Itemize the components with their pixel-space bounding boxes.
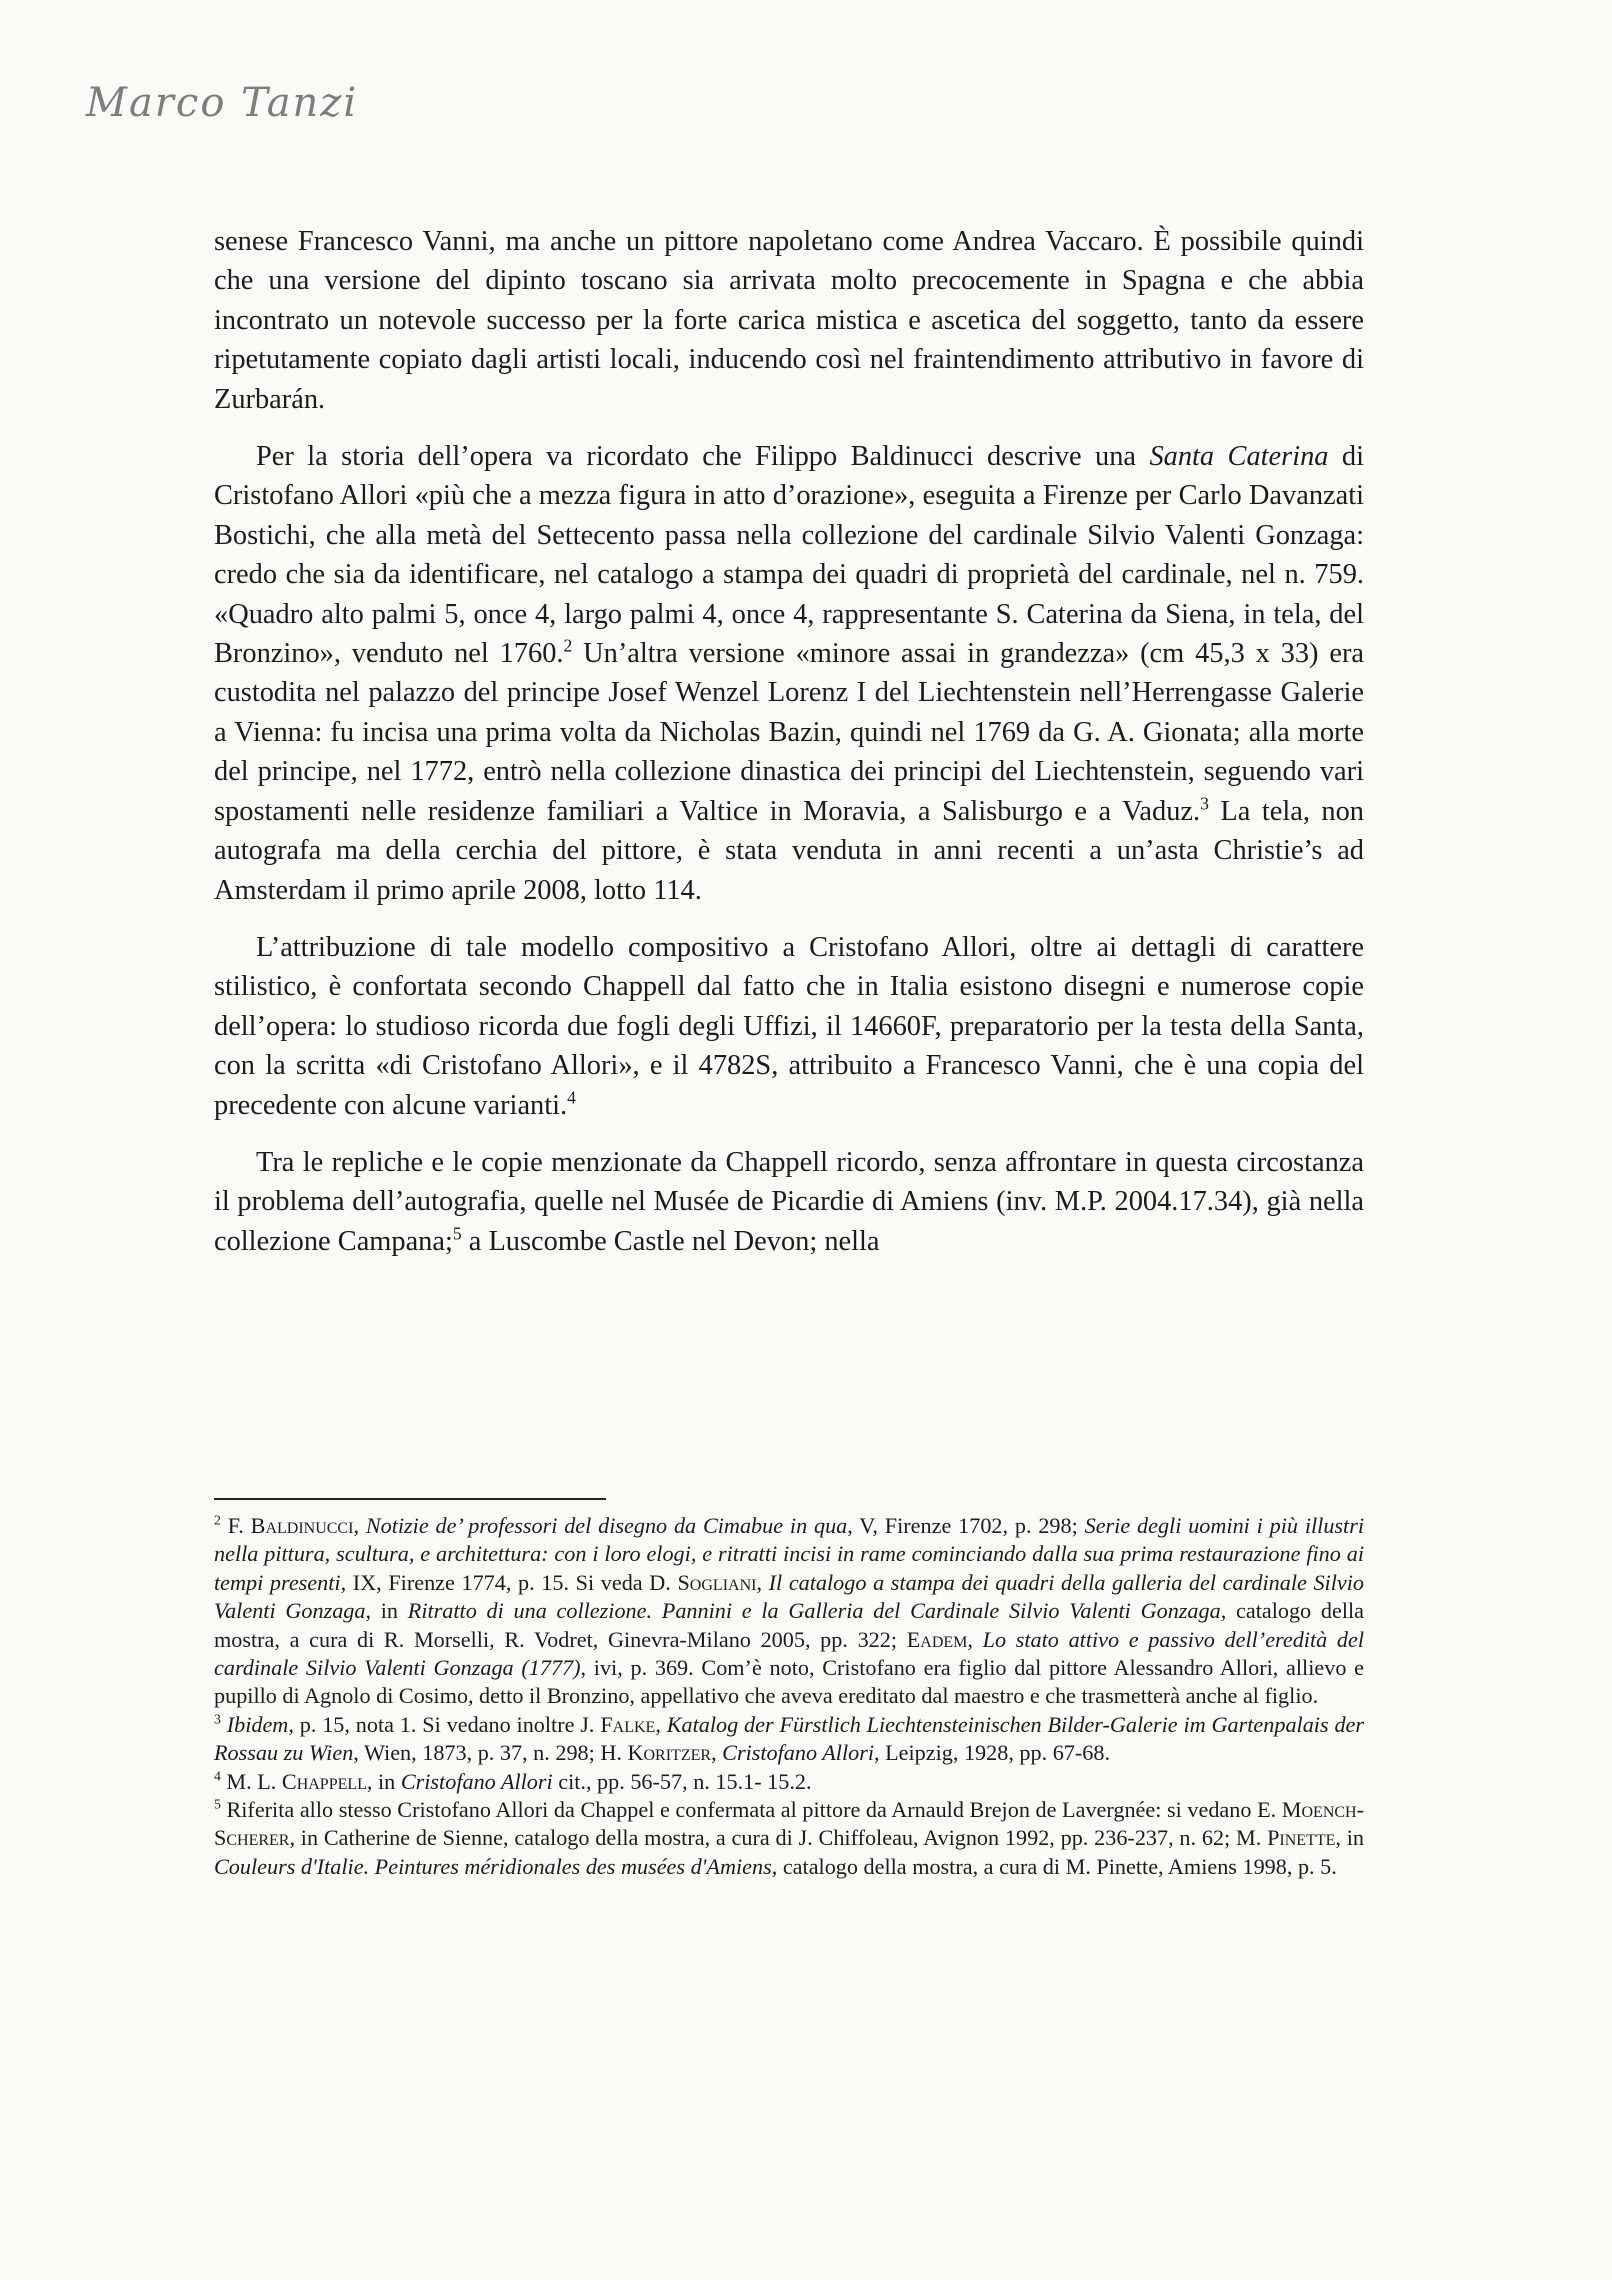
text-run: Riferita allo stesso Cristofano Allori da Chappel e confermata al pittore da Arnauld Brejon de Lavergnée: si vedano E. (220, 1797, 1282, 1823)
italic-text: Katalog der Fürstlich Liechtensteinischen Bilder-Galerie im Gartenpalais der Rossau zu Wien (214, 1711, 1365, 1766)
body-paragraph (214, 437, 1364, 910)
text-run: , catalogo della mostra, a cura di M. Pinette, Amiens 1998, p. 5. (771, 1853, 1337, 1879)
italic-text: Santa Caterina (1149, 441, 1329, 473)
italic-text: Ibidem (226, 1711, 289, 1737)
footnote-reference: 3 (1200, 793, 1209, 814)
footnote (214, 1768, 1364, 1796)
footnote-reference: 4 (567, 1087, 576, 1108)
footnote-number: 5 (214, 1796, 221, 1812)
text-run: , (353, 1513, 366, 1538)
italic-text: Couleurs d'Italie. Peintures méridionales des musées d'Amiens (214, 1853, 772, 1879)
text-run: , in (366, 1768, 401, 1794)
author-name: Sogliani (677, 1569, 757, 1595)
text-run: Un’altra versione «minore assai in grandezza» (cm 45,3 x 33) era custodita nel palazzo del principe Josef Wenzel Lorenz I del Liechtenstein nell’Herrengasse Galerie a Vienna: fu incisa una prima volta da Nicholas Bazin, quindi nel 1769 da G. A. Gionata; alla morte del principe, nel 1772, entrò nella collezione dinastica dei principi del Liechtenstein, seguendo vari spostamenti nelle residenze familiari a Valtice in Moravia, a Salisburgo e a Vaduz. (214, 638, 1364, 827)
author-name: Eadem (906, 1626, 968, 1652)
text-run: L’attribuzione di tale modello compositivo a Cristofano Allori, oltre ai dettagli di carattere stilistico, è confortata secondo Chappell dal fatto che in Italia esistono disegni e numerose copie dell’opera: lo studioso ricorda due fogli degli Uffizi, il 14660F, preparatorio per la testa della Santa, con la scritta «di Cristofano Allori», e il 4782S, attribuito a Francesco Vanni, che è una copia del precedente con alcune varianti. (214, 931, 1364, 1121)
italic-text: Cristofano Allori (722, 1740, 875, 1766)
text-run: , Wien, 1873, p. 37, n. 298; H. (353, 1740, 628, 1766)
text-run: senese Francesco Vanni, ma anche un pittore napoletano come Andrea Vaccaro. È possibile quindi che una versione del dipinto toscano sia arrivata molto precocemente in Spagna e che abbia incontrato un notevole successo per la forte carica mistica e ascetica del soggetto, tanto da essere ripetutamente copiato dagli artisti locali, inducendo così nel fraintendimento attributivo in favore di Zurbarán. (214, 226, 1364, 415)
text-run: , in (1335, 1825, 1364, 1851)
text-run: , p. 15, nota 1. Si vedano inoltre J. (288, 1711, 601, 1737)
body-paragraph (214, 1143, 1364, 1261)
body-paragraph (214, 928, 1364, 1125)
footnote-reference: 2 (563, 635, 573, 656)
footnotes (214, 1512, 1364, 1881)
text-run: , (711, 1740, 723, 1766)
footnote (214, 1512, 1364, 1711)
text-run: La tela, non autografa ma della cerchia del pittore, è stata venduta in anni recenti a un’asta Christie’s ad Amsterdam il primo aprile 2008, lotto 114. (214, 795, 1365, 906)
italic-text: Ritratto di una collezione. Pannini e la Galleria del Cardinale Silvio Valenti Gonzaga (407, 1598, 1221, 1624)
italic-text: Lo stato attivo e passivo dell’eredità del cardinale Silvio Valenti Gonzaga (1777) (214, 1626, 1365, 1681)
author-name: Falke (600, 1711, 656, 1737)
italic-text: Cristofano Allori (400, 1768, 553, 1794)
text-run: F. (220, 1513, 251, 1538)
italic-text: Serie degli uomini i più illustri nella pittura, scultura, e architettura: con i loro elogi, e ritratti incisi in rame cominciando dalla sua prima restaurazione fino ai tempi presenti (214, 1513, 1365, 1595)
main-text (214, 222, 1364, 1261)
text-run: , catalogo della mostra, a cura di R. Morselli, R. Vodret, Ginevra-Milano 2005, pp. 322; (214, 1598, 1365, 1652)
text-run: Per la storia dell’opera va ricordato che Filippo Baldinucci descrive una (256, 441, 1150, 473)
text-run: di Cristofano Allori «più che a mezza figura in atto d’orazione», eseguita a Firenze per Carlo Davanzati Bostichi, che alla metà del Settecento passa nella collezione del cardinale Silvio Valenti Gonzaga: credo che sia da identificare, nel catalogo a stampa dei quadri di proprietà del cardinale, nel n. 759. «Quadro alto palmi 5, once 4, largo palmi 4, once 4, rappresentante S. Caterina da Siena, in tela, del Bronzino», venduto nel 1760. (214, 441, 1364, 670)
text-run: cit., pp. 56-57, n. 15.1- 15.2. (552, 1768, 812, 1794)
footnote-separator (214, 1498, 606, 1500)
text-run: , ivi, p. 369. Com’è noto, Cristofano era figlio dal pittore Alessandro Allori, allievo e pupillo di Agnolo di Cosimo, detto il Bronzino, appellativo che aveva ereditato dal maestro e che trasmetterà anche al figlio. (214, 1655, 1364, 1709)
body-paragraph (214, 222, 1364, 419)
text-run: , in Catherine de Sienne, catalogo della mostra, a cura di J. Chiffoleau, Avignon 1992, pp. 236-237, n. 62; M. (289, 1825, 1268, 1851)
italic-text: Notizie de’ professori del disegno da Cimabue in qua (365, 1513, 848, 1538)
text-run: M. L. (220, 1768, 282, 1794)
author-name: Moench-Scherer (214, 1797, 1364, 1851)
author-name: Chappell (281, 1768, 367, 1794)
text-run: , IX, Firenze 1774, p. 15. Si veda D. (340, 1569, 678, 1595)
text-run: Tra le repliche e le copie menzionate da Chappell ricordo, senza affrontare in questa circostanza il problema dell’autografia, quelle nel Musée de Picardie di Amiens (inv. M.P. 2004.17.34), già nella collezione Campana; (214, 1146, 1364, 1257)
author-signature-letterhead: Marco Tanzi (86, 80, 359, 126)
footnote-number: 4 (214, 1768, 221, 1784)
footnote (214, 1796, 1364, 1881)
text-run: , V, Firenze 1702, p. 298; (847, 1513, 1085, 1538)
text-run: a Luscombe Castle nel Devon; nella (461, 1225, 880, 1257)
text-run: , (967, 1626, 983, 1652)
footnote-number: 2 (214, 1512, 221, 1528)
text-run: , in (365, 1598, 408, 1624)
text-run: , Leipzig, 1928, pp. 67-68. (874, 1740, 1111, 1766)
italic-text: Il catalogo a stampa dei quadri della galleria del cardinale Silvio Valenti Gonzaga (214, 1569, 1364, 1624)
footnote (214, 1711, 1364, 1768)
footnote-number: 3 (214, 1711, 221, 1727)
author-name: Baldinucci (250, 1513, 354, 1538)
author-name: Pinette (1267, 1825, 1336, 1851)
footnote-reference: 5 (452, 1223, 462, 1244)
text-run: , (655, 1711, 667, 1737)
author-name: Koritzer (627, 1740, 712, 1766)
text-run: , (756, 1569, 769, 1595)
